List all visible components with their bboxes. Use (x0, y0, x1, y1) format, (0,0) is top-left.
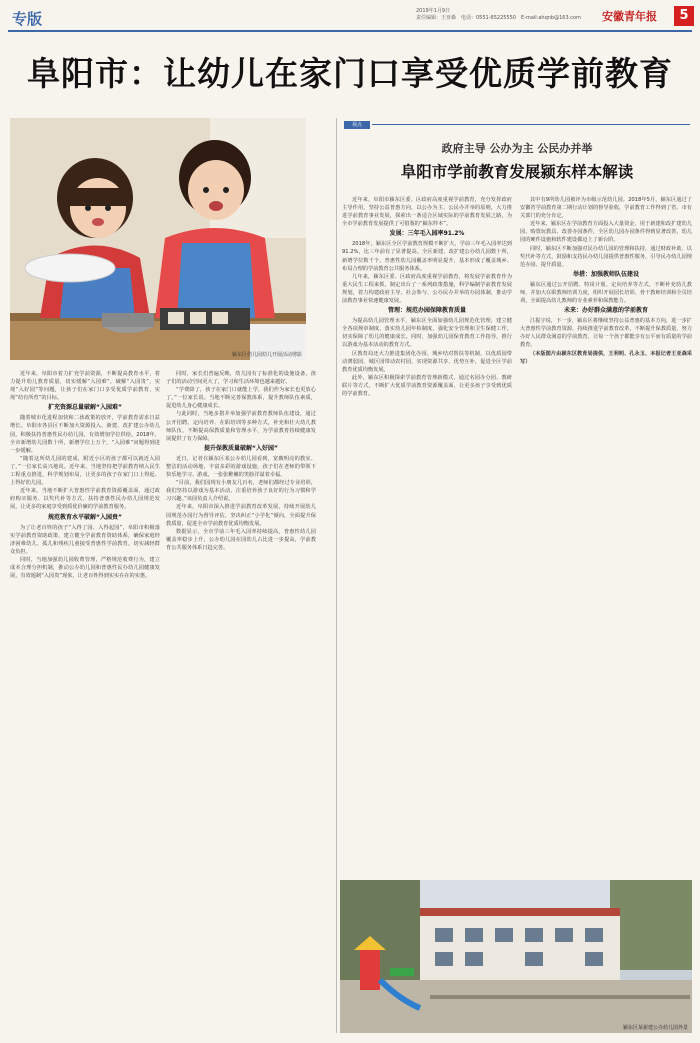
photo-caption: 颍东区幼儿园幼儿开展活动剪影 (231, 352, 302, 358)
headline: 阜阳市：让幼儿在家门口享受优质学前教育 (27, 54, 673, 93)
section-heading: 管理：规范办园保障教育质量 (387, 307, 466, 315)
paragraph: 2018年，颍东区全区学前教育规模不断扩大，学前三年毛入园率达到91.2%，比三年前有了显著提高。全区新建、改扩建公办幼儿园数十所，新增学位数千个，普惠性幼儿园覆盖率明显提升，基本形成了覆盖城乡、布局合理的学前教育公共服务体系。 (342, 241, 512, 272)
paragraph: 江振宇说，下一步，颍东区将继续坚持公益普惠的基本方向，进一步扩大普惠性学前教育资源，持续推进学前教育改革，不断提升保教质量，努力办好人民群众满意的学前教育，让每一个孩子都能享有公平而有质量的学前教育。 (520, 318, 692, 349)
paragraph: 近日，记者在颍东区某公办幼儿园看到，宽敞明亮的教室、整洁的活动场地、丰富多彩的游戏设施，孩子们在老师的带领下快乐地学习、游戏，一张张稚嫩的笑脸洋溢着幸福。 (166, 455, 316, 479)
column-tag: 视点 (344, 121, 370, 129)
newspaper-logo: 安徽青年报 (602, 10, 657, 23)
section-heading: 未来：办好群众满意的学前教育 (563, 307, 648, 315)
paragraph: 几年来，颍东区委、区政府高度重视学前教育，将发展学前教育作为重大民生工程来抓，制定出台了一系列政策措施，科学编制学前教育发展规划，着力构建政府主导、社会参与、公办民办并举的办园体制，推动学前教育事业快速健康发展。 (342, 273, 512, 305)
sub-headline: 阜阳市学前教育发展颍东样本解读 (400, 162, 634, 181)
paragraph: 同时，当地加强幼儿园收费管理，严格规范收费行为，建立成本合理分担机制，推动公办幼儿园和普惠性民办幼儿园健康发展，有效遏制“入园贵”现象，让老百姓得到实实在在的实惠。 (10, 556, 160, 580)
byline-note: （本版图片由颍东区教育局提供，王利明、孔永玉、本报记者王亚森采写） (520, 350, 692, 365)
sub-kicker: 政府主导 公办为主 公民办并举 (441, 142, 593, 155)
article-column-1 (10, 370, 160, 1035)
paragraph: “目前，我们园现有小朋友几百名，老师们都经过专业培训，我们坚持以游戏为基本活动，注重培养孩子良好的行为习惯和学习兴趣。”该园负责人介绍说。 (166, 480, 316, 503)
issue-info (416, 8, 596, 22)
paragraph: 近年来，阜阳市颍东区委、区政府高度重视学前教育，充分发挥政府主导作用，坚持公益普惠方向，以公办为主、公民办并举的原则，大力推进学前教育事业发展，探索出一条适合区域实际的学前教育发展之路，为全市学前教育发展提供了可借鉴的“颍东样本”。 (342, 197, 512, 228)
section-tag: 专版 (12, 10, 43, 28)
article-column-3 (342, 196, 512, 872)
paragraph: 数据显示，全市学前三年毛入园率持续提高，普惠性幼儿园覆盖率稳步上升，公办幼儿园在园幼儿占比进一步提高，学前教育公共服务体系日趋完善。 (166, 528, 316, 551)
column-divider (336, 118, 337, 1033)
paragraph: 为了让老百姓的孩子“入得了园、入得起园”，阜阳市积极落实学前教育资助政策，建立健全学前教育资助体系，确保家庭经济困难幼儿、孤儿和残疾儿童接受普惠性学前教育，切实减轻群众负担。 (10, 524, 160, 555)
paragraph: “学费降了，孩子在家门口就能上学，我们作为家长也更放心了。”一位家长说。当地不断完善保教体系，提升教师队伍素质，促进幼儿身心健康成长。 (166, 387, 316, 410)
paragraph: 近年来，阜阳市深入推进学前教育改革发展，持续开展幼儿园规范办园行为督导评估，坚决纠正“小学化”倾向，全面提升保教质量，促进全市学前教育优质均衡发展。 (166, 504, 316, 527)
section-heading: 扩充资源总量破解“入园难” (48, 404, 122, 412)
paragraph: 近年来，颍东区在学前教育方面投入大量资金，用于新建和改扩建幼儿园、购置玩教具、改善办园条件，全区幼儿园办园条件得到显著改善，幼儿园的硬件设施和软件建设都迈上了新台阶。 (520, 221, 692, 244)
article-column-2 (166, 370, 316, 1035)
paragraph: 同时，颍东区不断加强对民办幼儿园的管理和扶持，通过财政补助、以奖代补等方式，鼓励和支持民办幼儿园提供普惠性服务，引导民办幼儿园规范办园、提升质量。 (520, 245, 692, 268)
article-column-4 (520, 196, 692, 872)
kindergarten-building-photo (340, 880, 692, 1033)
section-heading: 提升保教质量破解“入好园” (204, 444, 278, 452)
issue-date: 2019年1月9日 (416, 8, 451, 14)
issue-contact: 责任编辑：王亚森 电话：0551-65225550 E-mail:ahqnb@163.com (416, 15, 581, 21)
children-illustration (10, 118, 306, 360)
paragraph: 其中有9所幼儿园被评为市级示范幼儿园。2018年5月，颍东区通过了安徽省学前教育第二期行动计划的督导验收，学前教育工作得到了省、市有关部门的充分肯定。 (520, 197, 692, 220)
section-heading: 发展：三年毛入园率91.2% (389, 230, 465, 238)
paragraph: 近年来，阜阳市着力扩充学前资源，不断提高教育水平，着力提升幼儿教育质量，切实缓解“入园难”，破解“入园贵”，实现“入好园”等问题，让孩子们在家门口享受优质学前教育，实现“幼有所育”的目标。 (10, 371, 160, 402)
page-number-badge: 5 (674, 6, 694, 26)
paragraph: 随着城市化进程加快和二孩政策的放开，学前教育需求日益增长。阜阳市各县区不断加大资源投入，新建、改扩建公办幼儿园，积极扶持普惠性民办幼儿园，有效增加学位供给。2018年，全市新增幼儿园数十所，新增学位上万个，“入园难”问题得到进一步缓解。 (10, 415, 160, 454)
paragraph: 区教育局还大力推进集团化办园、城乡结对帮扶等机制，以优质园带动薄弱园、城区园带动农村园，实现资源共享、优势互补，促进全区学前教育优质均衡发展。 (342, 350, 512, 373)
right-header-rule (372, 124, 690, 125)
section-heading: 规范教育水平破解“入园贵” (48, 513, 122, 521)
paragraph: 此外，颍东区积极探索学前教育管理新模式，通过名园办分园、教研联片等方式，不断扩大优质学前教育资源覆盖面，让更多孩子享受到优质的学前教育。 (342, 374, 512, 397)
paragraph: 与此同时，当地多措并举加强学前教育教师队伍建设，通过公开招聘、定向培养、在职培训等多种方式，补充和壮大幼儿教师队伍，不断提高保教质量和管理水平，为学前教育持续健康发展提供了有力保障。 (166, 411, 316, 442)
section-heading: 举措：加强教师队伍建设 (572, 270, 639, 278)
paragraph: 同时，家长们普遍反映，幼儿园有了标准化的设施设备，孩子们的活动空间更大了，学习和生活环境也越来越好。 (166, 371, 316, 386)
kindergarten-illustration (340, 880, 692, 1033)
photo-caption: 颍东区某新建公办幼儿园外景 (622, 1025, 688, 1031)
children-cooking-photo (10, 118, 306, 360)
paragraph: “随着这所幼儿园的建成，附近小区的孩子都可以就近入园了。”一位家长高兴地说。近年来，当地坚持把学前教育纳入民生工程重点推进，科学规划布局，让更多的孩子在家门口上得起、上得好幼儿园。 (10, 455, 160, 487)
paragraph: 为提高幼儿园管理水平，颍东区全面加强幼儿园规范化管理，建立健全各项规章制度，落实幼儿园年检制度，强化安全管理和卫生保健工作，切实保障了幼儿的健康成长。同时，加强幼儿园保育教育工作指导，推行以游戏为基本活动的教育方式。 (342, 318, 512, 349)
paragraph: 近年来，当地不断扩大普惠性学前教育资源覆盖面，通过政府购买服务、以奖代补等方式，扶持普惠性民办幼儿园规范发展，让更多的家庭享受到质优价廉的学前教育服务。 (10, 488, 160, 511)
masthead (8, 6, 692, 32)
paragraph: 颍东区通过公开招聘、特岗计划、定向培养等方式，不断补充幼儿教师，并加大在职教师培训力度，组织开展园长培训、骨干教师培训和全员培训，全面提高幼儿教师的专业素养和保教能力。 (520, 281, 692, 305)
header-rule (8, 30, 692, 32)
